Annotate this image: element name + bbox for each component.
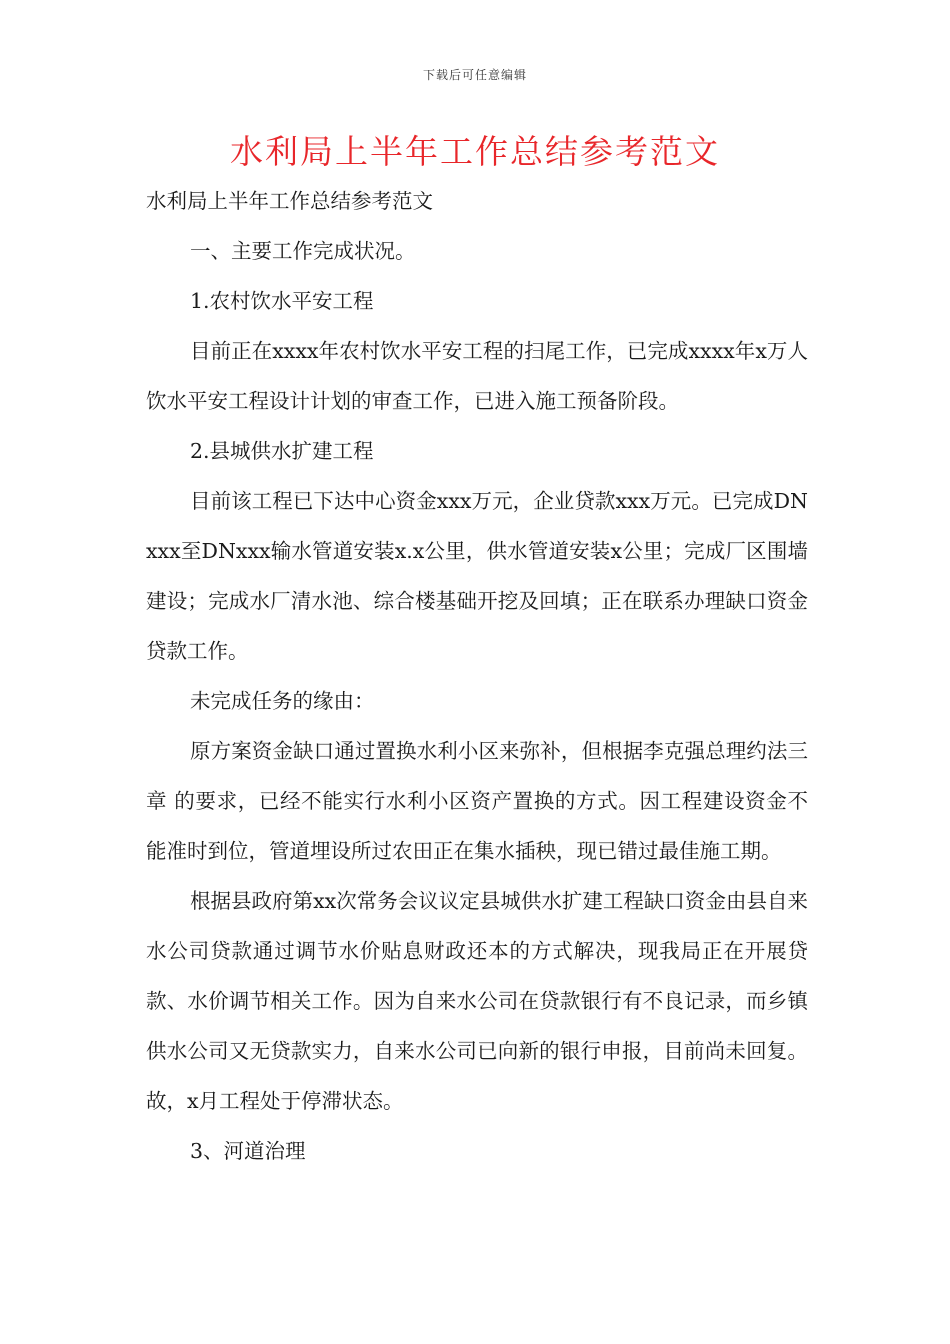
paragraph-item-heading-3: 3、河道治理 <box>190 1139 306 1163</box>
paragraph-item-body-1: 目前正在xxxx年农村饮水平安工程的扫尾工作，已完成xxxx年x万人饮水平安工程设计计划的审查工作，已进入施工预备阶段。 <box>146 339 808 413</box>
document-body <box>146 176 808 1176</box>
paragraph-reason-body-2: 根据县政府第xx次常务会议议定县城供水扩建工程缺口资金由县自来水公司贷款通过调节水价贴息财政还本的方式解决，现我局正在开展贷款、水价调节相关工作。因为自来水公司在贷款银行有不良记录，而乡镇供水公司又无贷款实力，自来水公司已向新的银行申报，目前尚未回复。故，x月工程处于停滞状态。 <box>146 889 808 1113</box>
paragraph-subtitle: 水利局上半年工作总结参考范文 <box>146 189 433 213</box>
paragraph-reason-heading: 未完成任务的缘由： <box>190 689 375 713</box>
paragraph-item-body-2: 目前该工程已下达中心资金xxx万元，企业贷款xxx万元。已完成DNxxx至DNxxx输水管道安装x.x公里，供水管道安装x公里；完成厂区围墙建设；完成水厂清水池、综合楼基础开挖及回填；正在联系办理缺口资金贷款工作。 <box>146 489 808 663</box>
document-title: 水利局上半年工作总结参考范文 <box>230 132 720 171</box>
paragraph-item-heading-1: 1.农村饮水平安工程 <box>190 289 374 313</box>
paragraph-section-heading: 一、主要工作完成状况。 <box>190 239 416 263</box>
header-note: 下载后可任意编辑 <box>422 68 527 82</box>
paragraph-reason-body-1: 原方案资金缺口通过置换水利小区来弥补，但根据李克强总理约法三章 的要求，已经不能实行水利小区资产置换的方式。因工程建设资金不能准时到位，管道埋设所过农田正在集水插秧，现已错过最佳施工期。 <box>146 739 808 863</box>
paragraph-item-heading-2: 2.县城供水扩建工程 <box>190 439 374 463</box>
